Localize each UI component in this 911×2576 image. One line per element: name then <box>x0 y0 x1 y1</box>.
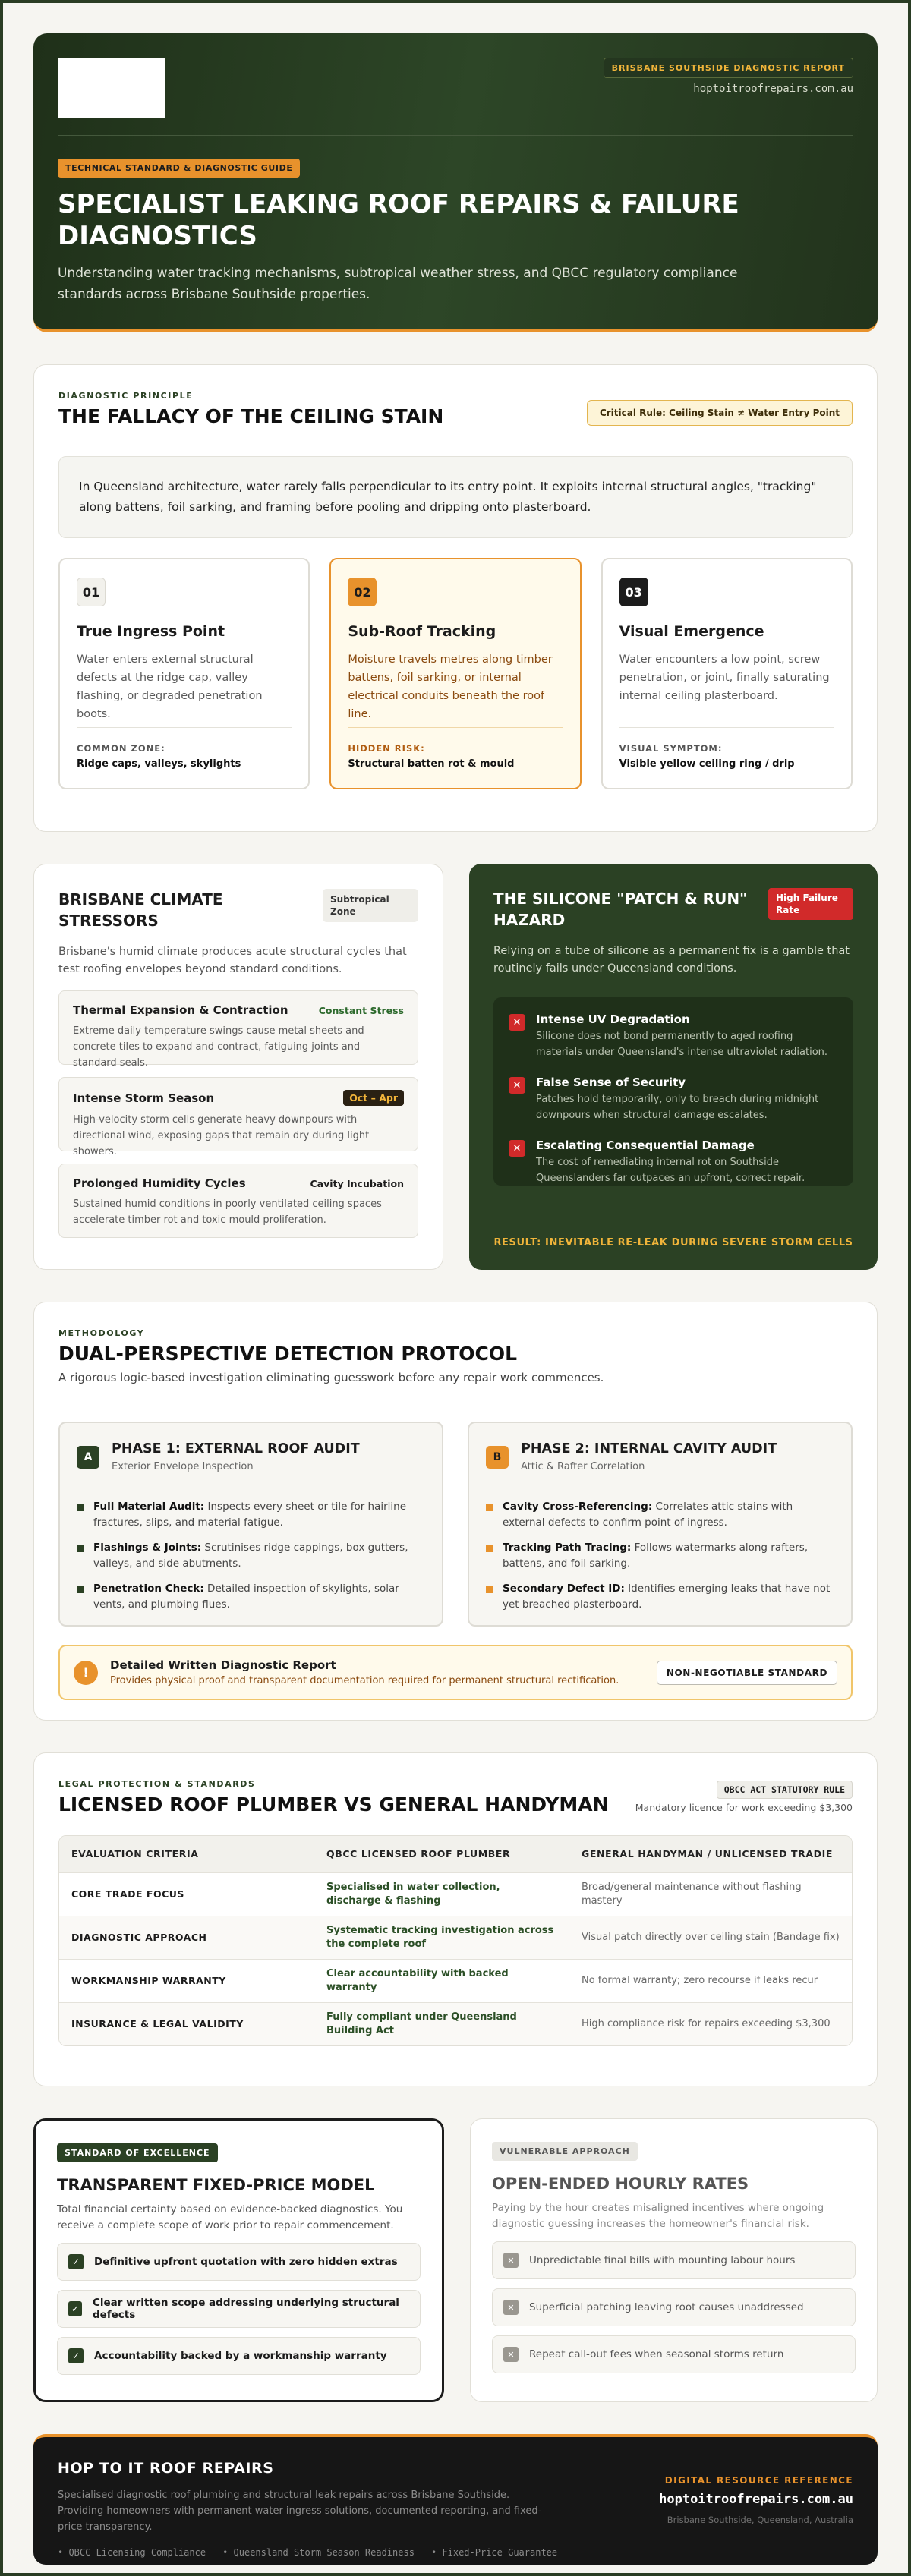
step-foot-value: Structural batten rot & mould <box>348 758 515 770</box>
silicone-result: RESULT: INEVITABLE RE-LEAK DURING SEVERE STORM CELLS <box>493 1220 853 1249</box>
stressor-tag: Constant Stress <box>318 1004 404 1016</box>
risk-item: ✕ Unpredictable final bills with mounting labour hours <box>492 2241 856 2279</box>
benefit-item: ✓ Clear written scope addressing underlying structural defects <box>57 2290 421 2328</box>
diagnostic-principle-section <box>33 364 878 832</box>
check-icon: ✓ <box>68 2348 84 2363</box>
footer-location: Brisbane Southside, Queensland, Australia <box>667 2515 853 2525</box>
table-row <box>59 1916 852 1959</box>
phase-subtitle: Exterior Envelope Inspection <box>112 1461 254 1472</box>
hero-subtitle: Understanding water tracking mechanisms, subtropical weather stress, and QBCC regulatory compliance standards across Brisbane Southside properties. <box>58 266 738 302</box>
step-foot-label: HIDDEN RISK: <box>348 743 425 754</box>
hazard-title: False Sense of Security <box>536 1075 686 1089</box>
footer <box>33 2434 878 2565</box>
step-text: Water encounters a low point, screw penetration, or joint, finally saturating internal ceiling plasterboard. <box>619 653 830 702</box>
step-text: Water enters external structural defects at the ridge cap, valley flashing, or degraded penetration boots. <box>77 653 263 720</box>
hazard-list <box>493 997 853 1186</box>
close-icon: ✕ <box>509 1014 525 1031</box>
table-cell: Clear accountability with backed warranty <box>326 1968 509 1993</box>
footer-reference-label: DIGITAL RESOURCE REFERENCE <box>664 2475 853 2486</box>
close-icon: ✕ <box>503 2300 519 2315</box>
close-icon: ✕ <box>509 1077 525 1094</box>
step-number: 03 <box>619 578 648 606</box>
check-icon: ✓ <box>68 2254 84 2269</box>
stressor-title: Intense Storm Season <box>73 1091 215 1105</box>
footer-tag: • QBCC Licensing Compliance <box>58 2547 206 2558</box>
logo-placeholder <box>58 58 165 118</box>
hazard-item <box>509 1075 838 1123</box>
vulnerable-badge: VULNERABLE APPROACH <box>492 2142 638 2161</box>
table-cell: Specialised in water collection, discharge & flashing <box>326 1882 500 1907</box>
bullet-square-icon <box>77 1586 84 1593</box>
table-cell: CORE TRADE FOCUS <box>71 1888 184 1900</box>
column-header: EVALUATION CRITERIA <box>71 1848 199 1860</box>
phase-card-external <box>58 1422 443 1627</box>
stressor-item <box>58 1077 418 1157</box>
table-row <box>59 1872 852 1916</box>
phase-item: Flashings & Joints: Scrutinises ridge cappings, box gutters, valleys, and side abutments. <box>77 1540 425 1572</box>
check-icon: ✓ <box>68 2301 82 2316</box>
phase-subtitle: Attic & Rafter Correlation <box>521 1461 645 1472</box>
section-title: LICENSED ROOF PLUMBER VS GENERAL HANDYMAN <box>58 1793 609 1815</box>
pricing-subtitle: Total financial certainty based on evidence-backed diagnostics. You receive a complete scope of work prior to repair commencement. <box>57 2203 403 2231</box>
hazard-title: Escalating Consequential Damage <box>536 1138 755 1152</box>
hazard-title: Intense UV Degradation <box>536 1012 690 1026</box>
section-title: THE FALLACY OF THE CEILING STAIN <box>58 405 444 427</box>
zone-badge: Subtropical Zone <box>323 889 418 922</box>
fixed-price-card <box>33 2118 444 2402</box>
hazard-text: Patches hold temporarily, only to breach during midnight downpours when structural damage escalates. <box>536 1094 819 1121</box>
step-title: Visual Emergence <box>619 623 764 640</box>
qbcc-note: Mandatory licence for work exceeding $3,300 <box>635 1802 853 1813</box>
bullet-square-icon <box>486 1545 493 1552</box>
table-cell: No formal warranty; zero recourse if leaks recur <box>582 1975 818 1986</box>
hero-banner <box>33 33 878 332</box>
step-number: 01 <box>77 578 106 606</box>
risk-item: ✕ Superficial patching leaving root causes unaddressed <box>492 2288 856 2326</box>
hero-url: hoptoitroofrepairs.com.au <box>693 83 853 95</box>
hazard-text: The cost of remediating internal rot on Southside Queenslanders far outpaces an upfront, correct repair. <box>536 1157 805 1184</box>
stressor-title: Prolonged Humidity Cycles <box>73 1176 246 1190</box>
stressor-text: Sustained humid conditions in poorly ventilated ceiling spaces accelerate timber rot and toxic mould proliferation. <box>73 1198 382 1226</box>
climate-subtitle: Brisbane's humid climate produces acute structural cycles that test roofing envelopes beyond standard conditions. <box>58 946 407 975</box>
footer-brand: HOP TO IT ROOF REPAIRS <box>58 2460 274 2477</box>
phase-title: PHASE 1: EXTERNAL ROOF AUDIT <box>112 1441 360 1456</box>
benefit-item: ✓ Accountability backed by a workmanship warranty <box>57 2337 421 2375</box>
table-row <box>59 1959 852 2002</box>
excellence-badge: STANDARD OF EXCELLENCE <box>57 2143 218 2162</box>
hero-badge: TECHNICAL STANDARD & DIAGNOSTIC GUIDE <box>58 159 300 178</box>
table-header <box>59 1836 852 1872</box>
critical-rule-badge: Critical Rule: Ceiling Stain ≠ Water Entry Point <box>587 400 853 426</box>
report-text: Provides physical proof and transparent documentation required for permanent structural rectification. <box>110 1675 619 1686</box>
step-title: True Ingress Point <box>77 623 225 640</box>
benefit-item: ✓ Definitive upfront quotation with zero hidden extras <box>57 2243 421 2281</box>
pricing-title: OPEN-ENDED HOURLY RATES <box>492 2174 749 2193</box>
stressor-title: Thermal Expansion & Contraction <box>73 1003 288 1017</box>
climate-title: BRISBANE CLIMATE STRESSORS <box>58 890 223 930</box>
step-foot-label: VISUAL SYMPTOM: <box>619 743 723 754</box>
table-cell: High compliance risk for repairs exceeding $3,300 <box>582 2018 831 2030</box>
qbcc-rule-badge: QBCC ACT STATUTORY RULE <box>717 1781 853 1799</box>
table-cell: WORKMANSHIP WARRANTY <box>71 1975 226 1986</box>
step-text: Moisture travels metres along timber battens, foil sarking, or internal electrical conduits beneath the roof line. <box>348 653 553 720</box>
phase-item: Secondary Defect ID: Identifies emerging leaks that have not yet breached plasterboard. <box>486 1581 834 1613</box>
bullet-square-icon <box>486 1504 493 1511</box>
bullet-square-icon <box>77 1504 84 1511</box>
phase-badge: A <box>77 1446 99 1469</box>
stressor-tag: Cavity Incubation <box>310 1177 404 1189</box>
column-header: GENERAL HANDYMAN / UNLICENSED TRADIE <box>582 1848 834 1860</box>
non-negotiable-badge: NON-NEGOTIABLE STANDARD <box>657 1661 837 1685</box>
climate-stressors-card <box>33 864 443 1270</box>
table-row <box>59 2002 852 2045</box>
legal-comparison-section <box>33 1752 878 2086</box>
step-number: 02 <box>348 578 377 606</box>
stressor-item <box>58 990 418 1069</box>
step-title: Sub-Roof Tracking <box>348 623 496 640</box>
close-icon: ✕ <box>503 2253 519 2268</box>
step-card-emergence <box>601 558 853 789</box>
phase-item: Cavity Cross-Referencing: Correlates attic stains with external defects to confirm point of ingress. <box>486 1499 834 1531</box>
phase-item: Penetration Check: Detailed inspection of skylights, solar vents, and plumbing flues. <box>77 1581 425 1613</box>
footer-text: Specialised diagnostic roof plumbing and structural leak repairs across Brisbane Southside. Providing homeowners with permanent water ingress solutions, documented reporting, and fixed-price transparency. <box>58 2489 542 2533</box>
footer-url[interactable]: hoptoitroofrepairs.com.au <box>659 2492 853 2507</box>
section-eyebrow: LEGAL PROTECTION & STANDARDS <box>58 1779 256 1789</box>
silicone-hazard-card <box>469 864 878 1270</box>
table-cell: Fully compliant under Queensland Building Act <box>326 2011 517 2036</box>
hazard-item <box>509 1012 838 1060</box>
report-title: Detailed Written Diagnostic Report <box>110 1658 336 1672</box>
section-title: DUAL-PERSPECTIVE DETECTION PROTOCOL <box>58 1343 518 1365</box>
silicone-subtitle: Relying on a tube of silicone as a permanent fix is a gamble that routinely fails under Queensland conditions. <box>493 945 850 975</box>
table-cell: Visual patch directly over ceiling stain (Bandage fix) <box>582 1932 840 1943</box>
step-card-tracking <box>329 558 581 789</box>
hazard-text: Silicone does not bond permanently to aged roofing materials under Queensland's intense ultraviolet radiation. <box>536 1031 828 1058</box>
high-failure-badge: High Failure Rate <box>768 888 853 920</box>
stressor-item <box>58 1164 418 1238</box>
hourly-rates-card <box>470 2118 878 2402</box>
close-icon: ✕ <box>503 2347 519 2362</box>
exclamation-icon: ! <box>74 1661 98 1685</box>
phase-item: Tracking Path Tracing: Follows watermarks along rafters, battens, and foil sarking. <box>486 1540 834 1572</box>
phase-badge: B <box>486 1446 509 1469</box>
step-foot-value: Ridge caps, valleys, skylights <box>77 758 241 770</box>
phase-title: PHASE 2: INTERNAL CAVITY AUDIT <box>521 1441 777 1456</box>
table-cell: Broad/general maintenance without flashing mastery <box>582 1882 802 1907</box>
footer-tag: • Queensland Storm Season Readiness <box>222 2547 415 2558</box>
phase-item: Full Material Audit: Inspects every sheet or tile for hairline fractures, slips, and material fatigue. <box>77 1499 425 1531</box>
step-foot-label: COMMON ZONE: <box>77 743 165 754</box>
diagnostic-report-callout <box>58 1645 853 1700</box>
bullet-square-icon <box>77 1545 84 1552</box>
table-cell: DIAGNOSTIC APPROACH <box>71 1932 207 1943</box>
section-subtitle: A rigorous logic-based investigation eliminating guesswork before any repair work commences. <box>58 1371 604 1384</box>
comparison-table <box>58 1835 853 2046</box>
pricing-title: TRANSPARENT FIXED-PRICE MODEL <box>57 2176 375 2194</box>
column-header: QBCC LICENSED ROOF PLUMBER <box>326 1848 511 1860</box>
table-cell: Systematic tracking investigation across the complete roof <box>326 1925 554 1950</box>
principle-intro: In Queensland architecture, water rarely falls perpendicular to its entry point. It exploits internal structural angles, "tracking" along battens, foil sarking, and framing before pooling and dripping onto plasterboard. <box>58 456 853 538</box>
report-label: BRISBANE SOUTHSIDE DIAGNOSTIC REPORT <box>604 58 853 78</box>
step-foot-value: Visible yellow ceiling ring / drip <box>619 758 795 770</box>
hazard-item <box>509 1138 838 1186</box>
divider <box>58 135 853 136</box>
bullet-square-icon <box>486 1586 493 1593</box>
table-cell: INSURANCE & LEGAL VALIDITY <box>71 2018 244 2030</box>
step-card-ingress <box>58 558 310 789</box>
stressor-tag: Oct – Apr <box>343 1090 404 1106</box>
pricing-subtitle: Paying by the hour creates misaligned incentives where ongoing diagnostic guessing increases the homeowner's financial risk. <box>492 2202 824 2230</box>
footer-tag: • Fixed-Price Guarantee <box>430 2547 558 2558</box>
phase-card-internal <box>468 1422 853 1627</box>
stressor-text: Extreme daily temperature swings cause metal sheets and concrete tiles to expand and contract, fatiguing joints and standard seals. <box>73 1025 364 1069</box>
page-title: SPECIALIST LEAKING ROOF REPAIRS & FAILURE DIAGNOSTICS <box>58 189 739 251</box>
stressor-text: High-velocity storm cells generate heavy downpours with directional wind, exposing gaps that remain dry during light showers. <box>73 1114 370 1157</box>
section-eyebrow: DIAGNOSTIC PRINCIPLE <box>58 391 194 401</box>
risk-item: ✕ Repeat call-out fees when seasonal storms return <box>492 2335 856 2373</box>
close-icon: ✕ <box>509 1140 525 1157</box>
section-eyebrow: METHODOLOGY <box>58 1328 145 1338</box>
methodology-section <box>33 1302 878 1721</box>
silicone-title: THE SILICONE "PATCH & RUN" HAZARD <box>493 890 748 929</box>
